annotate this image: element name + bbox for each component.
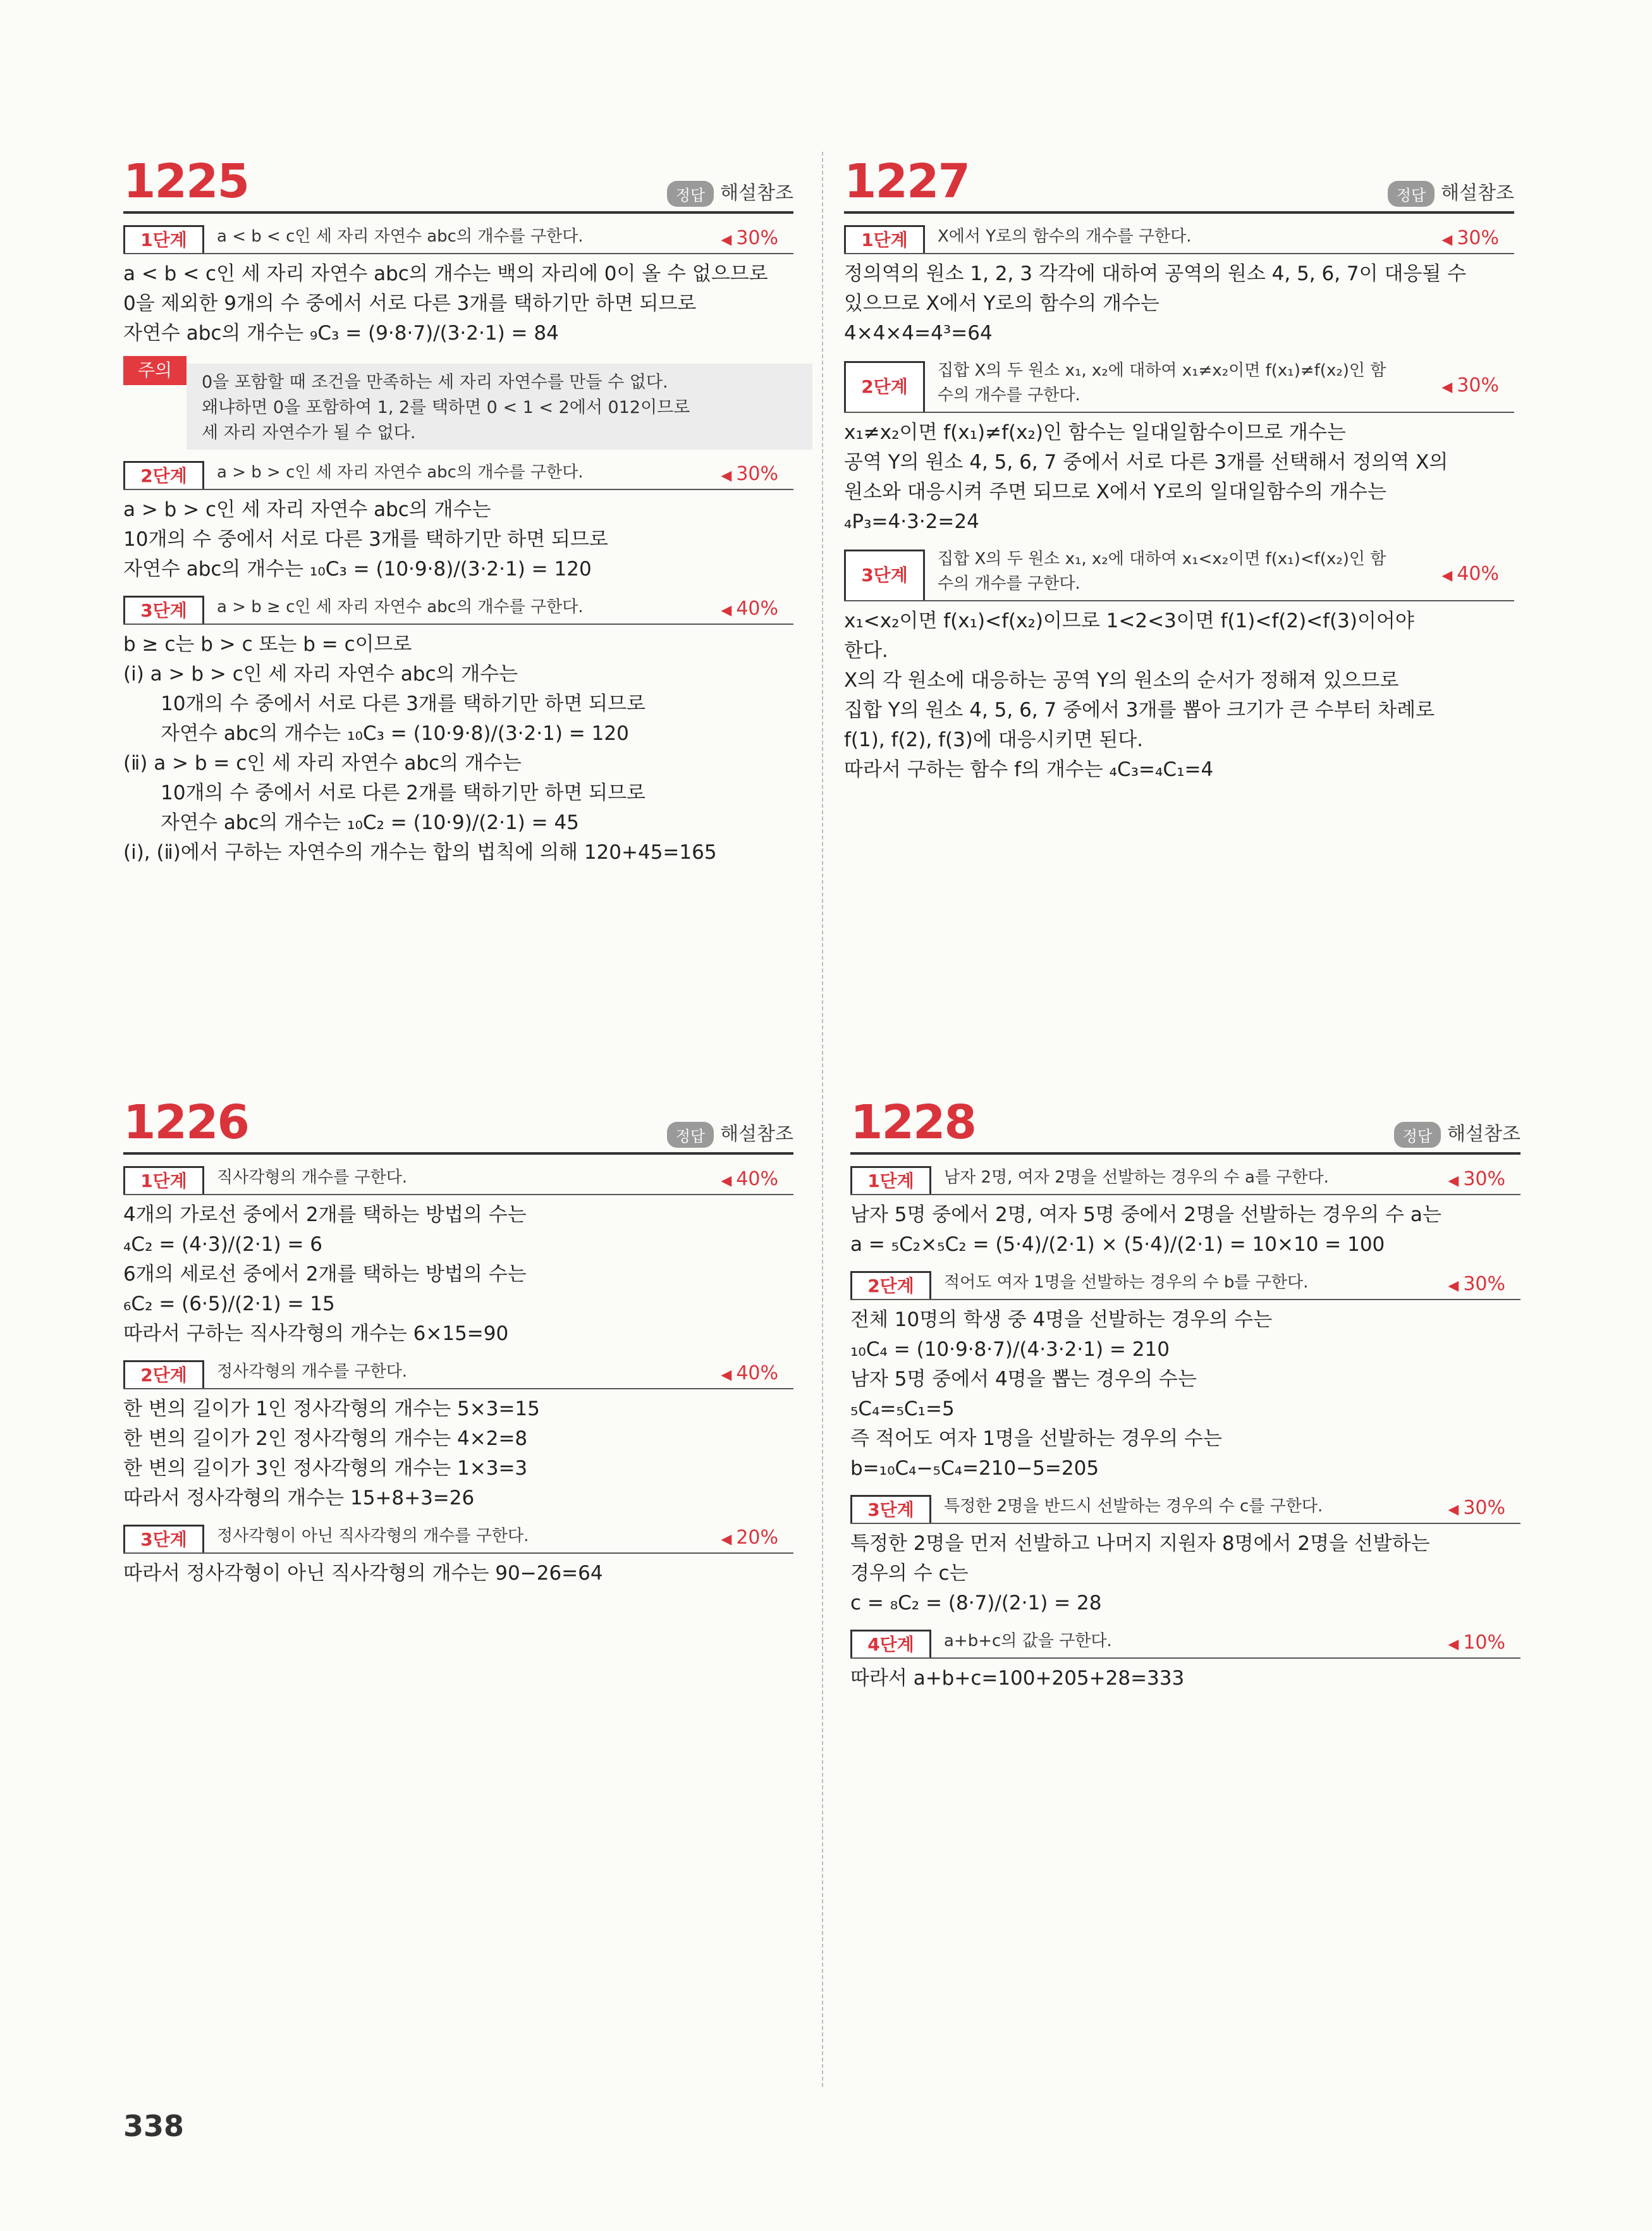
step-percent: ◀ 30% [1448,1168,1505,1190]
solution-line: a = ₅C₂×₅C₂ = (5·4)/(2·1) × (5·4)/(2·1) = 10×10 = 100 [850,1233,1385,1256]
step-body [123,1559,793,1589]
step-body [844,418,1514,537]
solution-line: 한 변의 길이가 3인 정사각형의 개수는 1×3=3 [123,1457,528,1480]
step-label: 3단계 [850,1495,931,1523]
step-4 [850,1627,1520,1659]
solution-line: 따라서 정사각형의 개수는 15+8+3=26 [123,1487,475,1509]
step-description: 정사각형이 아닌 직사각형의 개수를 구한다. [217,1527,529,1546]
answer-badge: 정답 [667,1122,714,1148]
problem-header [850,1095,1520,1155]
step-description: 직사각형의 개수를 구한다. [217,1168,408,1187]
step-3 [844,546,1514,601]
step-description: 남자 2명, 여자 2명을 선발하는 경우의 수 a를 구한다. [944,1168,1329,1187]
problem-number: 1227 [844,154,969,209]
problem-header [844,154,1514,214]
caution-line: 왜냐하면 0을 포함하여 1, 2를 택하면 0 < 1 < 2에서 012이므로 [202,398,690,417]
solution-line: a > b > c인 세 자리 자연수 abc의 개수는 [123,498,491,521]
step-body [850,1200,1520,1260]
problem-number: 1225 [123,154,248,209]
step-2 [850,1269,1520,1300]
step-label: 2단계 [123,1360,204,1388]
solution-line: 원소와 대응시켜 주면 되므로 X에서 Y로의 일대일함수의 개수는 [844,481,1386,503]
step-percent: ◀ 40% [721,1362,778,1384]
answer-badge: 정답 [1388,181,1435,207]
problem-header [123,154,793,214]
step-label: 2단계 [123,461,204,489]
step-percent: ◀ 10% [1448,1632,1505,1654]
solution-line: 10개의 수 중에서 서로 다른 3개를 택하기만 하면 되므로 [123,692,646,715]
step-label: 2단계 [844,361,925,412]
problem-number: 1228 [850,1095,976,1150]
solution-line: 특정한 2명을 먼저 선발하고 나머지 지원자 8명에서 2명을 선발하는 [850,1532,1430,1555]
step-label: 1단계 [850,1166,931,1194]
solution-line: 있으므로 X에서 Y로의 함수의 개수는 [844,292,1159,315]
solution-line: 4개의 가로선 중에서 2개를 택하는 방법의 수는 [123,1203,527,1226]
answer-badge: 정답 [1394,1122,1441,1148]
solution-line: 자연수 abc의 개수는 ₁₀C₃ = (10·9·8)/(3·2·1) = 120 [123,558,592,581]
solution-line: 한 변의 길이가 1인 정사각형의 개수는 5×3=15 [123,1398,540,1420]
step-1 [850,1164,1520,1195]
step-1 [123,223,793,254]
solution-line: 4×4×4=4³=64 [844,322,993,345]
solution-line: x₁<x₂이면 f(x₁)<f(x₂)이므로 1<2<3이면 f(1)<f(2)<f(3)이어야 [844,610,1414,632]
solution-line: ₅C₄=₅C₁=5 [850,1398,955,1420]
solution-line: 따라서 구하는 직사각형의 개수는 6×15=90 [123,1322,509,1345]
step-description: X에서 Y로의 함수의 개수를 구한다. [938,227,1192,246]
step-description: a+b+c의 값을 구한다. [944,1632,1112,1650]
solution-line: ₆C₂ = (6·5)/(2·1) = 15 [123,1293,335,1315]
answer-ref [1394,1118,1520,1148]
step-label: 1단계 [123,1166,204,1194]
step-percent: ◀ 30% [1441,374,1499,396]
step-1 [123,1164,793,1195]
caution-note [123,356,793,450]
problem-1228 [850,1095,1520,1696]
step-body [850,1664,1520,1693]
solution-line: c = ₈C₂ = (8·7)/(2·1) = 28 [850,1592,1102,1614]
answer-text: 해설참조 [1441,182,1514,204]
step-label: 3단계 [123,1525,204,1552]
step-label: 1단계 [123,225,204,253]
solution-line: X의 각 원소에 대응하는 공역 Y의 원소의 순서가 정해져 있으므로 [844,669,1399,692]
step-label: 2단계 [850,1271,931,1299]
solution-line: 남자 5명 중에서 2명, 여자 5명 중에서 2명을 선발하는 경우의 수 a는 [850,1203,1441,1226]
step-description: 집합 X의 두 원소 x₁, x₂에 대하여 x₁<x₂이면 f(x₁)<f(x₂)인 함수의 개수를 구한다. [938,550,1386,593]
step-percent: ◀ 40% [721,598,778,620]
step-body [844,259,1514,348]
caution-tag: 주의 [123,356,187,385]
step-3 [123,1522,793,1554]
step-description: 특정한 2명을 반드시 선발하는 경우의 수 c를 구한다. [944,1497,1323,1516]
step-2 [844,357,1514,413]
step-body [850,1529,1520,1618]
step-2 [123,1358,793,1389]
step-body [844,606,1514,785]
solution-line: 자연수 abc의 개수는 ₁₀C₃ = (10·9·8)/(3·2·1) = 120 [123,722,629,745]
solution-line: 남자 5명 중에서 4명을 뽑는 경우의 수는 [850,1368,1197,1391]
step-body [123,259,793,348]
step-description: 적어도 여자 1명을 선발하는 경우의 수 b를 구한다. [944,1273,1309,1292]
step-3 [850,1492,1520,1524]
step-label: 3단계 [844,550,925,600]
solution-line: 0을 제외한 9개의 수 중에서 서로 다른 3개를 택하기만 하면 되므로 [123,292,697,315]
solution-line: 따라서 정사각형이 아닌 직사각형의 개수는 90−26=64 [123,1562,603,1585]
solution-line: 자연수 abc의 개수는 ₁₀C₂ = (10·9)/(2·1) = 45 [123,811,579,834]
answer-text: 해설참조 [1447,1123,1520,1145]
solution-line: 10개의 수 중에서 서로 다른 2개를 택하기만 하면 되므로 [123,782,646,804]
caution-body [187,364,812,450]
answer-ref [667,177,793,207]
step-body [123,1200,793,1349]
step-percent: ◀ 30% [1448,1273,1505,1295]
answer-text: 해설참조 [720,1123,793,1145]
problem-number: 1226 [123,1095,248,1150]
solution-line: ₄P₃=4·3·2=24 [844,510,979,533]
answer-ref [1388,177,1514,207]
problem-1225 [123,154,793,870]
solution-line: 6개의 세로선 중에서 2개를 택하는 방법의 수는 [123,1263,527,1286]
step-percent: ◀ 40% [1441,563,1499,585]
step-label: 3단계 [123,596,204,624]
solution-line: 공역 Y의 원소 4, 5, 6, 7 중에서 서로 다른 3개를 선택해서 정의역 X의 [844,451,1448,474]
step-percent: ◀ 30% [1441,227,1499,249]
solution-line: 전체 10명의 학생 중 4명을 선발하는 경우의 수는 [850,1308,1273,1331]
solution-line: 따라서 구하는 함수 f의 개수는 ₄C₃=₄C₁=4 [844,758,1214,781]
step-description: 집합 X의 두 원소 x₁, x₂에 대하여 x₁≠x₂이면 f(x₁)≠f(x₂)인 함수의 개수를 구한다. [938,361,1386,405]
page-number: 338 [123,2109,185,2143]
answer-text: 해설참조 [720,182,793,204]
step-1 [844,223,1514,254]
caution-line: 세 자리 자연수가 될 수 없다. [202,423,416,443]
step-percent: ◀ 30% [721,227,778,249]
step-3 [123,593,793,625]
step-label: 4단계 [850,1630,931,1657]
step-description: 정사각형의 개수를 구한다. [217,1362,408,1381]
solution-line: ₄C₂ = (4·3)/(2·1) = 6 [123,1233,323,1256]
step-2 [123,458,793,490]
solution-line: 정의역의 원소 1, 2, 3 각각에 대하여 공역의 원소 4, 5, 6, 7이 대응될 수 [844,262,1467,285]
solution-line: x₁≠x₂이면 f(x₁)≠f(x₂)인 함수는 일대일함수이므로 개수는 [844,421,1346,444]
solution-line: b=₁₀C₄−₅C₄=210−5=205 [850,1457,1099,1480]
solution-line: 따라서 a+b+c=100+205+28=333 [850,1667,1185,1690]
step-label: 1단계 [844,225,925,253]
solution-line: ₁₀C₄ = (10·9·8·7)/(4·3·2·1) = 210 [850,1338,1170,1361]
solution-line: 한 변의 길이가 2인 정사각형의 개수는 4×2=8 [123,1427,528,1450]
step-percent: ◀ 40% [721,1168,778,1190]
problem-header [123,1095,793,1155]
solution-line: 자연수 abc의 개수는 ₉C₃ = (9·8·7)/(3·2·1) = 84 [123,322,559,345]
solution-line: (ⅰ) a > b > c인 세 자리 자연수 abc의 개수는 [123,663,518,685]
step-percent: ◀ 30% [1448,1497,1505,1519]
solution-line: 한다. [844,639,888,662]
problem-1227 [844,154,1514,787]
step-description: a < b < c인 세 자리 자연수 abc의 개수를 구한다. [217,227,584,246]
step-percent: ◀ 30% [721,463,778,485]
solution-line: 10개의 수 중에서 서로 다른 3개를 택하기만 하면 되므로 [123,528,608,551]
solution-line: f(1), f(2), f(3)에 대응시키면 된다. [844,728,1144,751]
step-body [123,630,793,868]
column-divider [822,152,823,2087]
step-description: a > b ≥ c인 세 자리 자연수 abc의 개수를 구한다. [217,598,584,617]
solution-line: 경우의 수 c는 [850,1562,969,1585]
step-description: a > b > c인 세 자리 자연수 abc의 개수를 구한다. [217,463,584,482]
problem-1226 [123,1095,793,1591]
step-body [123,1394,793,1513]
solution-line: b ≥ c는 b > c 또는 b = c이므로 [123,633,412,656]
solution-line: (ⅰ), (ⅱ)에서 구하는 자연수의 개수는 합의 법칙에 의해 120+45=165 [123,841,717,864]
step-body [123,495,793,584]
solution-line: 집합 Y의 원소 4, 5, 6, 7 중에서 3개를 뽑아 크기가 큰 수부터 차례로 [844,699,1435,722]
solution-line: (ⅱ) a > b = c인 세 자리 자연수 abc의 개수는 [123,752,522,775]
caution-line: 0을 포함할 때 조건을 만족하는 세 자리 자연수를 만들 수 없다. [202,372,668,392]
answer-ref [667,1118,793,1148]
step-percent: ◀ 20% [721,1527,778,1549]
answer-badge: 정답 [667,181,714,207]
step-body [850,1305,1520,1484]
solution-line: a < b < c인 세 자리 자연수 abc의 개수는 백의 자리에 0이 올 수 없으므로 [123,262,768,285]
solution-line: 즉 적어도 여자 1명을 선발하는 경우의 수는 [850,1427,1222,1450]
